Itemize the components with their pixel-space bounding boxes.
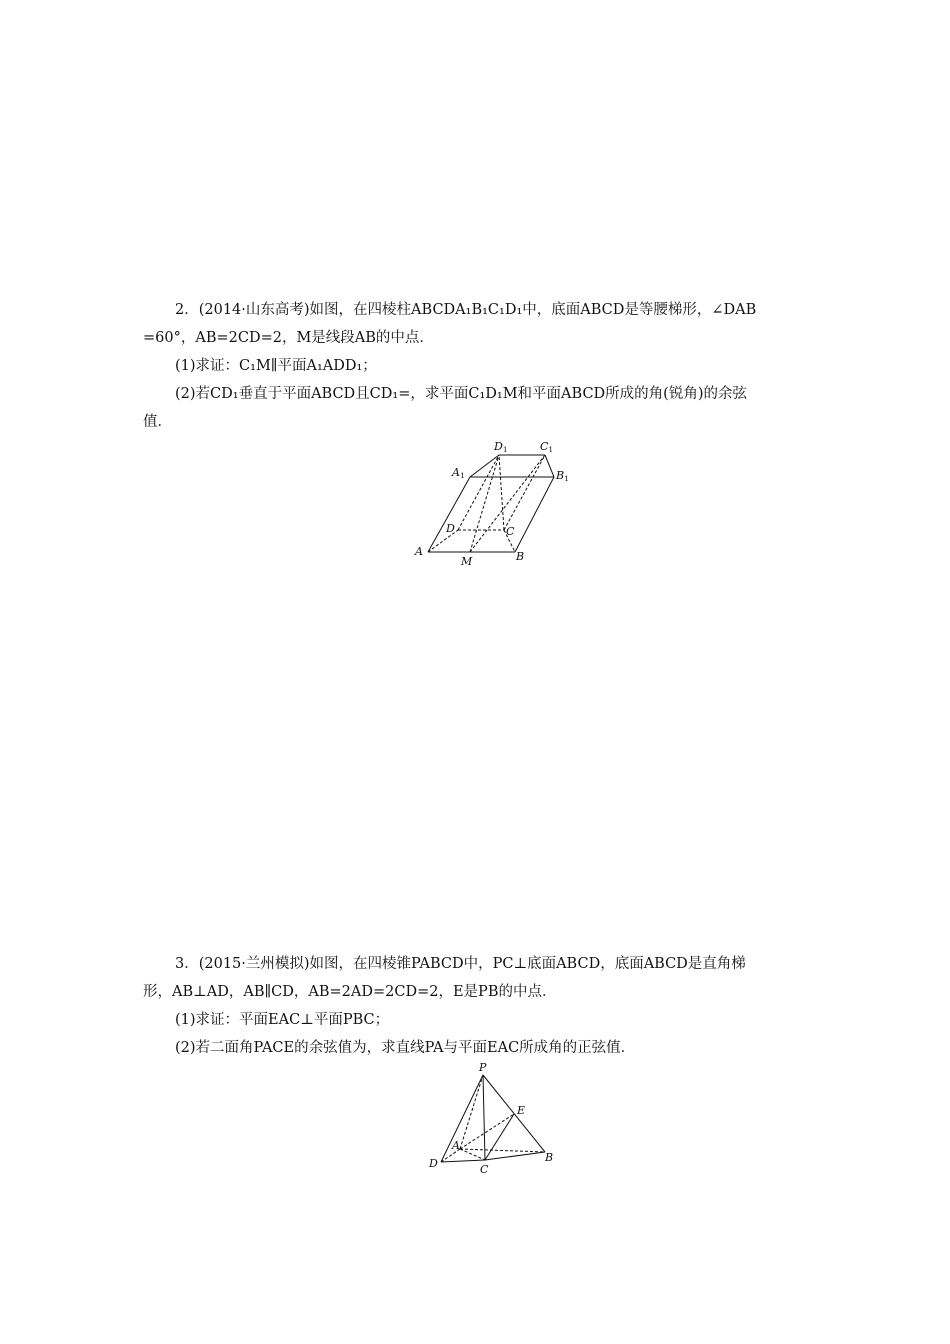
label-B: B — [545, 1151, 554, 1164]
problem-2-part-1: (1)求证：C₁M∥平面A₁ADD₁； — [175, 358, 377, 374]
label-A1: A — [452, 466, 460, 479]
label-sub: 1 — [502, 445, 508, 454]
label-C: C — [506, 525, 515, 538]
label-D1: D — [494, 440, 503, 453]
svg-text:B1 — [555, 469, 569, 483]
label-C1: C — [540, 440, 549, 453]
label-sub: 1 — [459, 471, 465, 480]
label-sub: 1 — [548, 445, 554, 454]
svg-text:A1 — [451, 466, 465, 480]
label-sub: 1 — [564, 474, 569, 483]
problem-3-line-1: 3．(2015·兰州模拟)如图，在四棱锥PABCD中，PC⊥底面ABCD，底面ABCD是直角梯 — [175, 956, 746, 972]
problem-2-line-1: 2．(2014·山东高考)如图，在四棱柱ABCDA₁B₁C₁D₁中，底面ABCD是等腰梯形，∠DAB — [175, 302, 757, 318]
label-B: B — [516, 550, 525, 563]
label-D: D — [429, 1157, 438, 1170]
svg-text:D1 — [493, 440, 508, 454]
problem-3-part-1: (1)求证：平面EAC⊥平面PBC； — [175, 1012, 390, 1028]
problem-2-part-2: (2)若CD₁垂直于平面ABCD且CD₁=，求平面C₁D₁M和平面ABCD所成的角(锐角)的余弦 — [175, 386, 747, 402]
label-D: D — [446, 522, 455, 535]
label-B1: B — [556, 469, 565, 482]
prism-figure — [408, 436, 583, 568]
problem-3-part-2: (2)若二面角PACE的余弦值为，求直线PA与平面EAC所成角的正弦值． — [175, 1040, 636, 1056]
label-C: C — [480, 1163, 489, 1176]
label-A: A — [452, 1139, 460, 1152]
problem-3-line-2: 形，AB⊥AD，AB∥CD，AB=2AD=2CD=2，E是PB的中点． — [143, 984, 557, 1000]
pyramid-figure — [424, 1060, 564, 1180]
svg-text:C1 — [540, 440, 553, 454]
problem-2 — [143, 296, 807, 436]
label-P: P — [479, 1061, 487, 1074]
problem-2-line-5: 值． — [143, 414, 172, 430]
label-A: A — [415, 545, 423, 558]
label-E: E — [517, 1104, 526, 1117]
label-M: M — [461, 555, 473, 568]
problem-2-line-2: =60°，AB=2CD=2，M是线段AB的中点． — [143, 330, 434, 346]
problem-3 — [143, 950, 807, 1062]
